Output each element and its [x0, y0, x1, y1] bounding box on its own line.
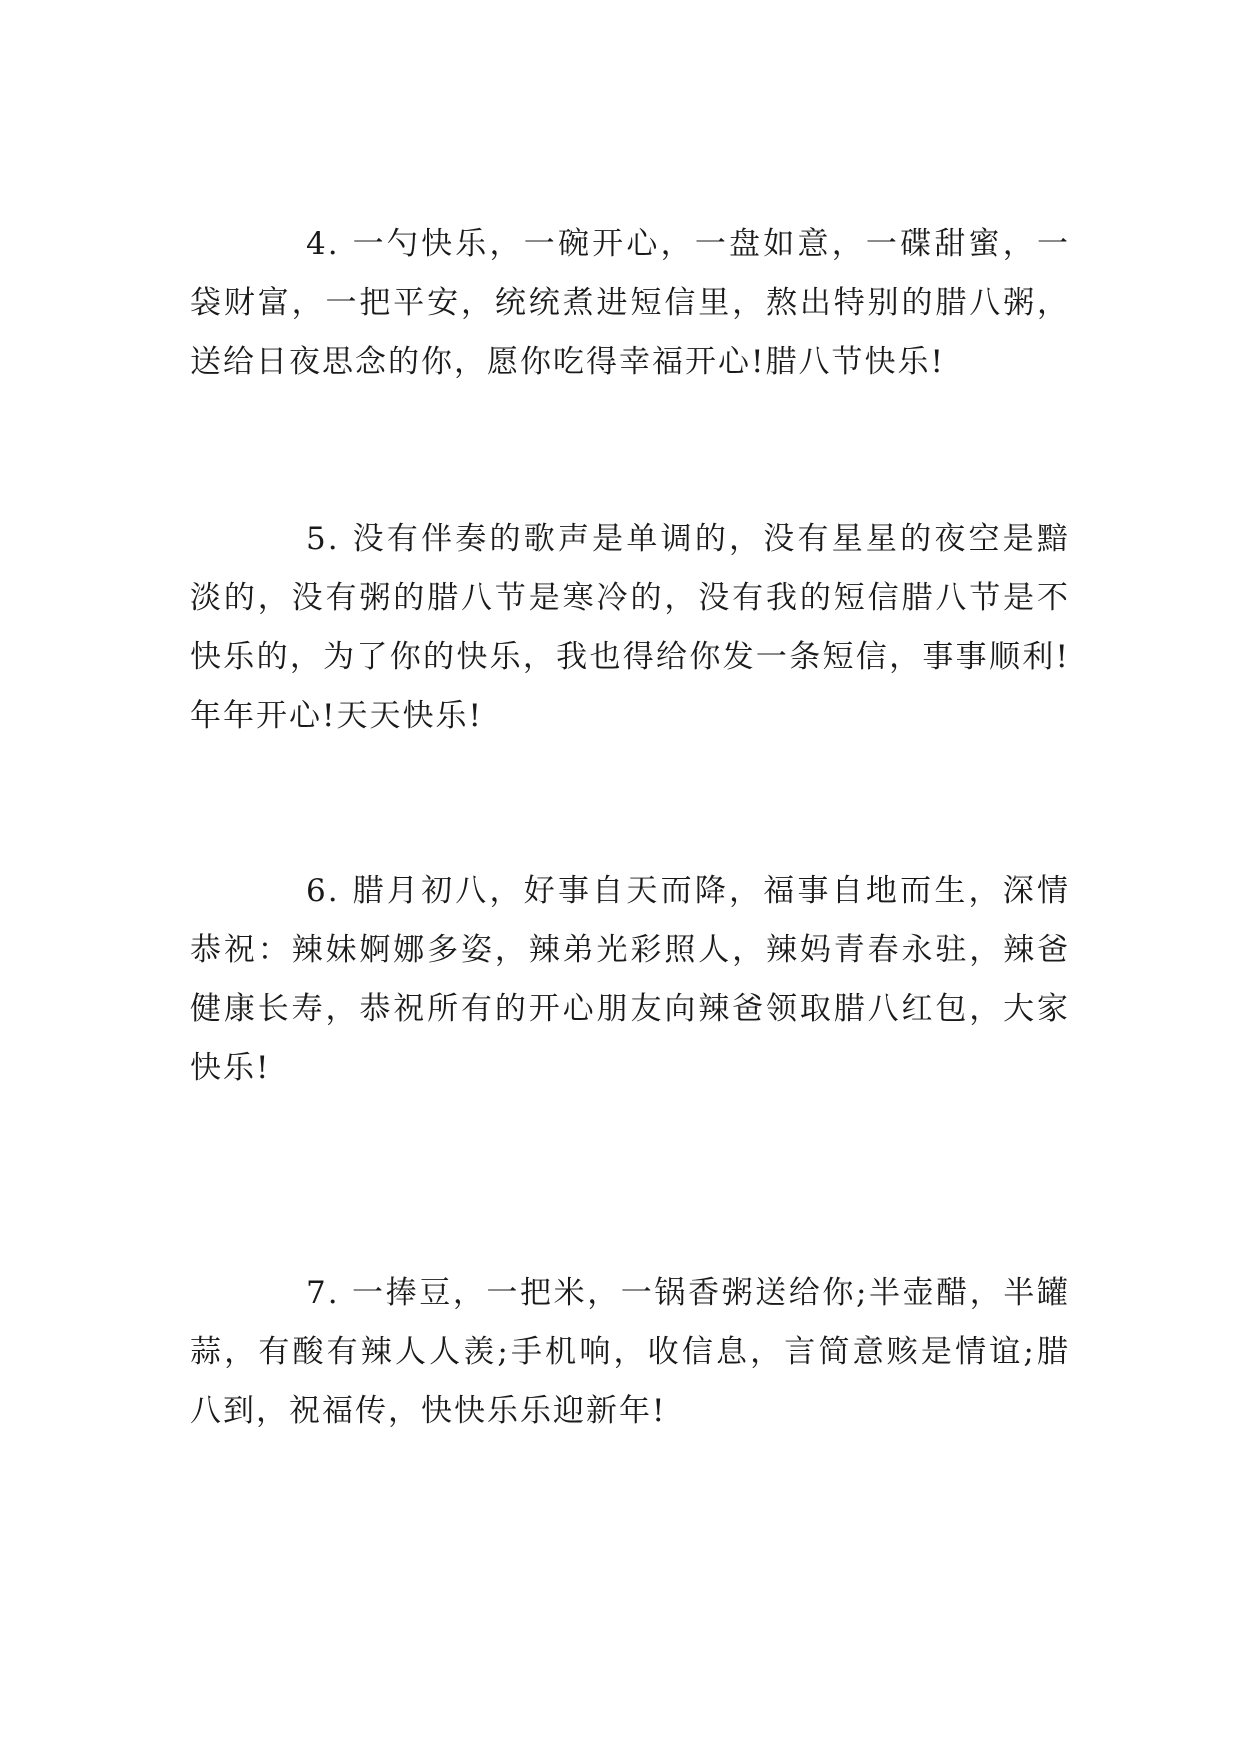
paragraph-6: 6. 腊月初八，好事自天而降，福事自地而生，深情恭祝：辣妹婀娜多姿，辣弟光彩照人，辣妈青春永驻，辣爸健康长寿，恭祝所有的开心朋友向辣爸领取腊八红包，大家快乐!: [190, 873, 1070, 1086]
paragraph-7: 7. 一捧豆，一把米，一锅香粥送给你;半壶醋，半罐蒜，有酸有辣人人羡;手机响，收信息，言简意赅是情谊;腊八到，祝福传，快快乐乐迎新年!: [190, 1275, 1070, 1429]
paragraph-5: 5. 没有伴奏的歌声是单调的，没有星星的夜空是黯淡的，没有粥的腊八节是寒冷的，没有我的短信腊八节是不快乐的，为了你的快乐，我也得给你发一条短信，事事顺利!年年开心!天天快乐!: [190, 521, 1070, 734]
paragraph-4: 4. 一勺快乐，一碗开心，一盘如意，一碟甜蜜，一袋财富，一把平安，统统煮进短信里，熬出特别的腊八粥，送给日夜思念的你，愿你吃得幸福开心!腊八节快乐!: [190, 226, 1070, 380]
